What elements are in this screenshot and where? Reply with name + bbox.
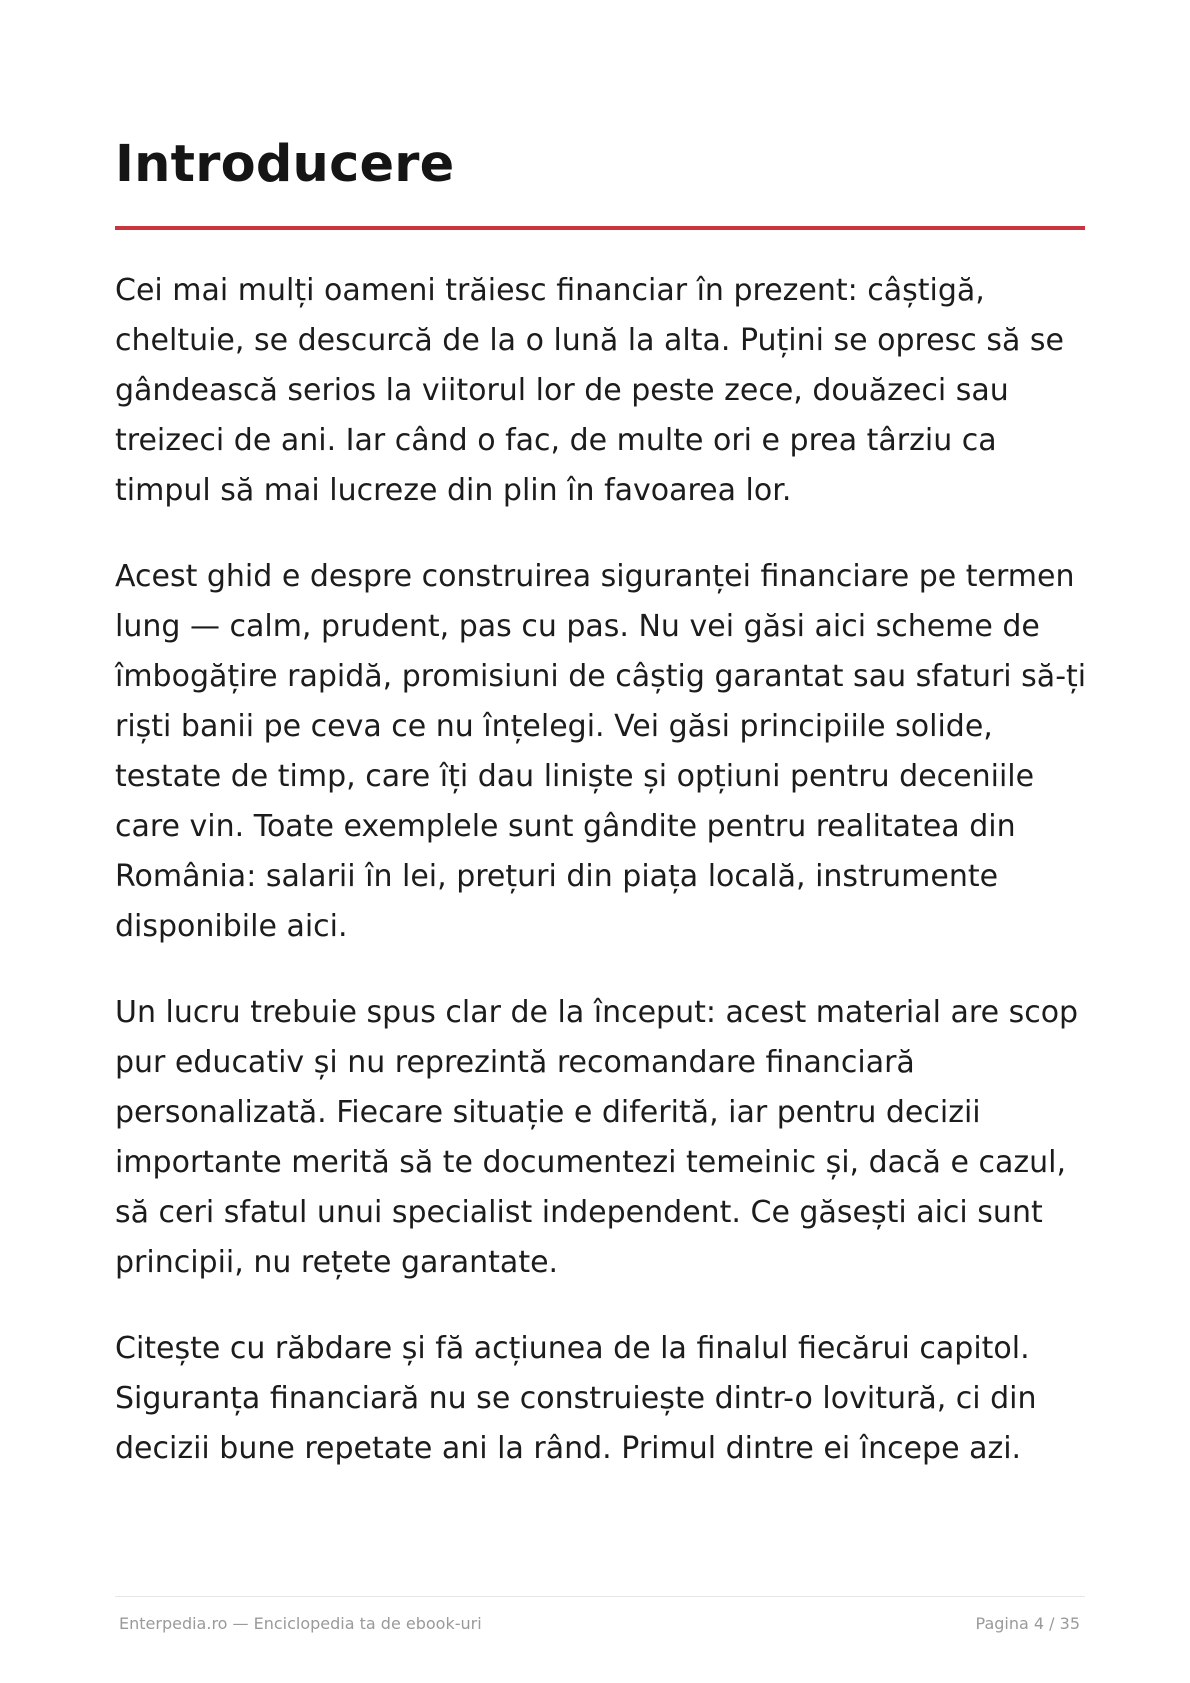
footer-site-name: Enterpedia.ro — Enciclopedia ta de ebook-uri	[119, 1614, 482, 1633]
paragraph-2: Acest ghid e despre construirea siguranței financiare pe termen lung — calm, prudent, pas cu pas. Nu vei găsi aici scheme de îmbogățire rapidă, promisiuni de câștig garantat sau sfaturi să-ți riști banii pe ceva ce nu înțelegi. Vei găsi principiile solide, testate de timp, care îți dau liniște și opțiuni pentru deceniile care vin. Toate exemplele sunt gândite pentru realitatea din România: salarii în lei, prețuri din piața locală, instrumente disponibile aici.	[115, 559, 1087, 944]
paragraph-1: Cei mai mulți oameni trăiesc financiar în prezent: câștigă, cheltuie, se descurcă de la o lună la alta. Puțini se opresc să se gândească serios la viitorul lor de peste zece, douăzeci sau treizeci de ani. Iar când o fac, de multe ori e prea târziu ca timpul să mai lucreze din plin în favoarea lor.	[115, 273, 1064, 508]
body-text	[115, 266, 1095, 1510]
footer-page-number: Pagina 4 / 35	[975, 1614, 1080, 1633]
paragraph-3: Un lucru trebuie spus clar de la început: acest material are scop pur educativ și nu reprezintă recomandare financiară personalizată. Fiecare situație e diferită, iar pentru decizii importante merită să te documentezi temeinic și, dacă e cazul, să ceri sfatul unui specialist independent. Ce găsești aici sunt principii, nu rețete garantate.	[115, 995, 1079, 1280]
paragraph-4: Citește cu răbdare și fă acțiunea de la finalul fiecărui capitol. Siguranța financiară nu se construiește dintr-o lovitură, ci din decizii bune repetate ani la rând. Primul dintre ei începe azi.	[115, 1331, 1037, 1466]
document-page	[115, 0, 1085, 1683]
page-title: Introducere	[115, 135, 455, 194]
title-divider	[115, 226, 1085, 230]
footer-divider	[115, 1596, 1085, 1597]
